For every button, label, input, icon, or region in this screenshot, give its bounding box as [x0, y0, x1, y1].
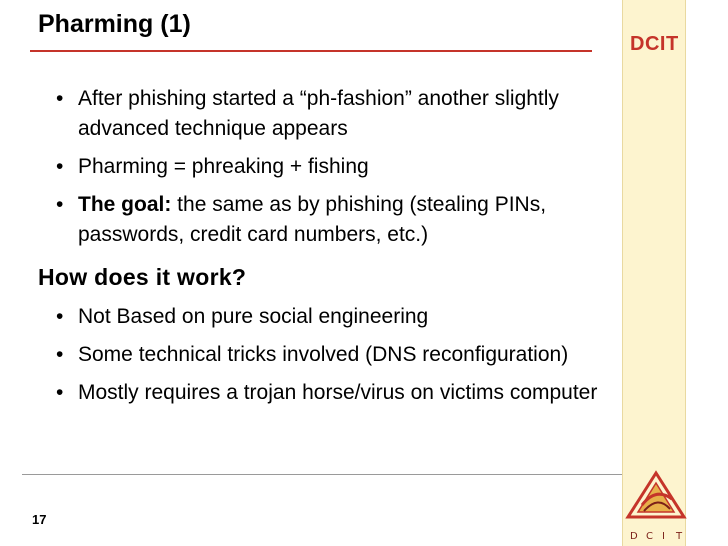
bullet-text: the same as by phishing (stealing PINs, passwords, credit card numbers, etc.)	[78, 193, 547, 246]
list-item	[56, 378, 621, 408]
section-heading: How does it work?	[38, 264, 247, 290]
list-item	[56, 302, 621, 332]
logo-letter: D	[630, 531, 638, 542]
list-item	[56, 190, 621, 250]
bullet-text: Not Based on pure social engineering	[78, 305, 429, 328]
bullet-text: After phishing started a “ph-fashion” another slightly advanced technique appears	[78, 87, 559, 140]
bullet-list-intro	[56, 84, 621, 258]
logo-letter: C	[646, 531, 653, 542]
bullet-text: Pharming = phreaking + fishing	[78, 155, 369, 178]
brand-logo-text: DCIT	[630, 33, 679, 55]
bullet-text: Some technical tricks involved (DNS reconfiguration)	[78, 343, 569, 366]
title-underline	[30, 50, 592, 52]
list-item	[56, 152, 621, 182]
footer-divider	[22, 474, 622, 475]
logo-letter: T	[676, 531, 683, 542]
list-item	[56, 84, 621, 144]
logo-letter: I	[662, 531, 665, 542]
page-title: Pharming (1)	[38, 10, 191, 38]
bullet-list-how	[56, 302, 621, 416]
dcit-triangle-logo-icon	[620, 465, 692, 545]
list-item	[56, 340, 621, 370]
bullet-text: Mostly requires a trojan horse/virus on victims computer	[78, 381, 598, 404]
bullet-bold-lead: The goal:	[78, 193, 172, 216]
page-number: 17	[32, 512, 47, 527]
